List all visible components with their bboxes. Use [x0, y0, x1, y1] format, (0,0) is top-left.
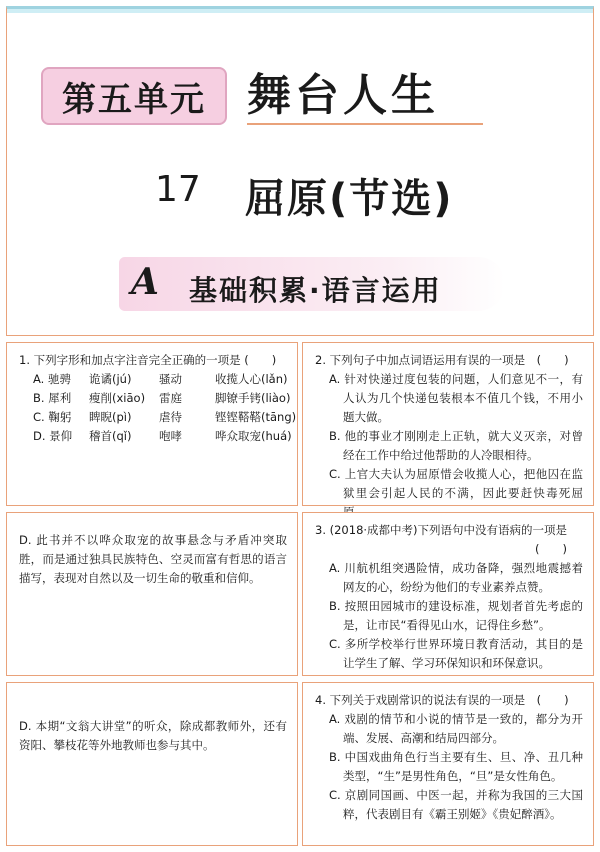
section-letter: A — [131, 261, 159, 303]
option-row — [19, 389, 291, 408]
option-row — [19, 408, 297, 427]
question-stem: 4. 下列关于戏剧常识的说法有误的一项是 ( ) — [315, 693, 569, 707]
lesson-number: 17 — [155, 169, 201, 210]
option-d-text: D. 本期“文翁大讲堂”的听众，除成都教师外，还有资阳、攀枝花等外地教师也参与其中。 — [19, 719, 287, 752]
option-c: C. 多所学校举行世界环境日教育活动，其目的是让学生了解、学习环保知识和环保意识。 — [329, 637, 583, 670]
question-card-3 — [6, 512, 298, 676]
option-word: 脚镣手铐(liào) — [215, 391, 291, 405]
question-stem: 1. 下列字形和加点字注音完全正确的一项是 ( ) — [19, 353, 277, 367]
option-d-text: D. 此书并不以哗众取宠的故事悬念与矛盾冲突取胜，而是通过独具民族特色、空灵而富有哲思的语言描写，表现对自然以及一切生命的敬重和信仰。 — [19, 533, 287, 585]
option-b: B. 中国戏曲角色行当主要有生、旦、净、丑几种类型，“生”是男性角色，“旦”是女性角色。 — [329, 750, 583, 783]
option-row — [19, 370, 287, 389]
option-word: C. 鞠躬 — [33, 410, 72, 424]
answer-bracket: ( ) — [535, 542, 567, 556]
question-card-6 — [302, 682, 594, 846]
question-card-4 — [302, 512, 594, 676]
option-a: A. 针对快递过度包装的问题，人们意见不一，有人认为几个快递包装根本不值几个钱，不用小题大做。 — [329, 372, 583, 424]
unit-title-underline — [247, 123, 483, 125]
option-word: 骚动 — [159, 372, 182, 386]
option-row — [19, 427, 292, 446]
option-b: B. 他的事业才刚刚走上正轨，就大义灭亲，对曾经在工作中给过他帮助的人冷眼相待。 — [329, 429, 583, 462]
unit-badge: 第五单元 — [41, 67, 227, 125]
question-stem: 3. (2018·成都中考)下列语句中没有语病的一项是 — [315, 523, 568, 537]
option-word: 稽首(qǐ) — [89, 429, 132, 443]
question-card-2 — [302, 342, 594, 506]
title-slide — [6, 6, 594, 336]
option-word: 铿铿鞳鞳(tāng) — [215, 410, 297, 424]
option-word: 诡谲(jú) — [89, 372, 132, 386]
unit-title: 舞台人生 — [247, 70, 439, 121]
option-word: 哗众取宠(huá) — [215, 429, 292, 443]
question-card-5 — [6, 682, 298, 846]
option-b: B. 按照田园城市的建设标准，规划者首先考虑的是，让市民“看得见山水，记得住乡愁”。 — [329, 599, 583, 632]
question-stem: 2. 下列句子中加点词语运用有误的一项是 ( ) — [315, 353, 569, 367]
lesson-title: 屈原(节选) — [245, 176, 454, 222]
option-word: 雷庭 — [159, 391, 182, 405]
option-word: 收揽人心(lǎn) — [215, 372, 288, 386]
option-word: 瘦削(xiāo) — [89, 391, 146, 405]
option-word: D. 景仰 — [33, 429, 73, 443]
section-title: 基础积累·语言运用 — [189, 274, 442, 307]
option-word: 虐待 — [159, 410, 182, 424]
option-word: A. 驰骋 — [33, 372, 71, 386]
option-c: C. 上官大夫认为屈原惜会收揽人心，把他囚在监狱里会引起人民的不满，因此要赶快毒死屈 — [329, 467, 583, 500]
option-c: C. 京剧同国画、中医一起，并称为我国的三大国粹，代表剧目有《霸王别姬》《贵妃醉酒》。 — [329, 788, 583, 821]
question-card-1 — [6, 342, 298, 506]
option-word: B. 犀利 — [33, 391, 72, 405]
option-word: 咆哮 — [159, 429, 182, 443]
option-a: A. 戏剧的情节和小说的情节是一致的，都分为开端、发展、高潮和结局四部分。 — [329, 712, 583, 745]
option-a: A. 川航机组突遇险情，成功备降，强烈地震撼着网友的心，纷纷为他们的专业素养点赞。 — [329, 561, 583, 594]
option-word: 睥睨(pì) — [89, 410, 132, 424]
